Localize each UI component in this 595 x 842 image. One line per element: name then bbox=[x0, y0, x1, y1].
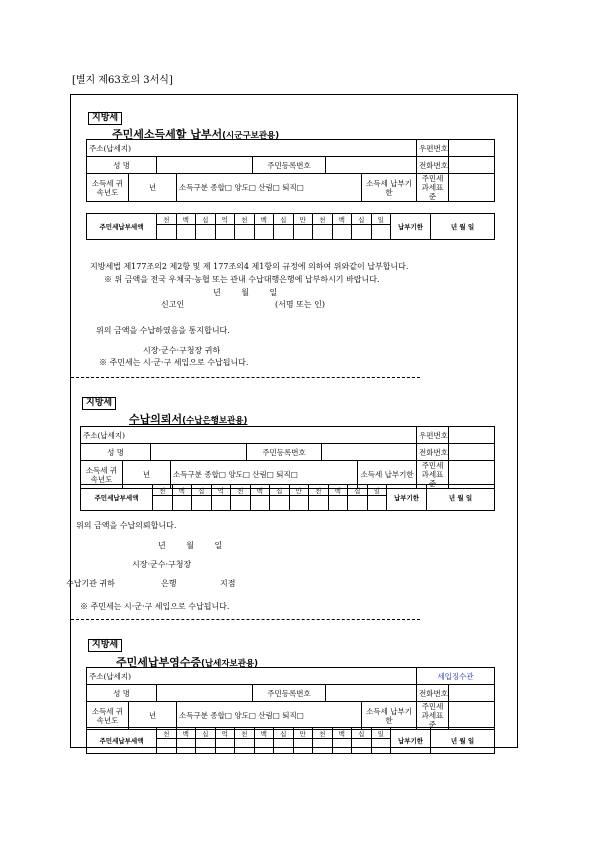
amount-unit: 만 bbox=[293, 728, 313, 739]
amount-digit-cell[interactable] bbox=[328, 496, 348, 511]
name-label: 성 명 bbox=[87, 157, 157, 174]
amount-digit-cell[interactable] bbox=[215, 225, 235, 240]
tax-base-label: 주민세 과세표준 bbox=[417, 702, 449, 730]
amount-unit: 천 bbox=[313, 214, 333, 225]
year-unit: 년 bbox=[123, 461, 171, 489]
amount-digit-cell[interactable] bbox=[289, 496, 309, 511]
amount-unit: 십 bbox=[270, 485, 290, 496]
amount-unit: 천 bbox=[157, 728, 177, 739]
income-year-label: 소득세 귀속년도 bbox=[81, 461, 123, 489]
section2-officials: 시장·군수·구청장 bbox=[132, 560, 192, 569]
amount-unit: 천 bbox=[235, 214, 255, 225]
postal-code-label: 우편번호 bbox=[417, 427, 449, 444]
amount-digit-cell[interactable] bbox=[309, 496, 329, 511]
postal-code-field[interactable] bbox=[449, 140, 495, 157]
local-tax-tag-2: 지방세 bbox=[82, 397, 116, 410]
phone-label: 전화번호 bbox=[417, 157, 449, 174]
amount-unit: 천 bbox=[153, 485, 173, 496]
amount-unit: 억 bbox=[211, 485, 231, 496]
amount-digit-cell[interactable] bbox=[196, 225, 216, 240]
section1-amount-table bbox=[86, 213, 495, 240]
postal-code-field[interactable] bbox=[449, 427, 495, 444]
amount-digit-cell[interactable] bbox=[332, 225, 352, 240]
amount-digit-cell[interactable] bbox=[235, 225, 255, 240]
local-tax-tag-1: 지방세 bbox=[88, 112, 122, 125]
amount-unit: 백 bbox=[172, 485, 192, 496]
amount-digit-cell[interactable] bbox=[313, 225, 333, 240]
due-date-value[interactable]: 년 월 일 bbox=[431, 728, 495, 754]
amount-unit: 십 bbox=[196, 214, 216, 225]
amount-digit-cell[interactable] bbox=[157, 739, 177, 754]
amount-unit: 일 bbox=[371, 214, 391, 225]
section2-info-table bbox=[80, 426, 495, 489]
section3-amount-table bbox=[86, 727, 495, 754]
amount-digit-cell[interactable] bbox=[215, 739, 235, 754]
section1-date-line: 년 월 일 bbox=[213, 288, 278, 297]
name-label: 성 명 bbox=[81, 444, 151, 461]
amount-unit: 천 bbox=[313, 728, 333, 739]
due-date-value[interactable]: 년 월 일 bbox=[427, 485, 495, 511]
tax-base-field[interactable] bbox=[449, 174, 495, 202]
section3-title: 주민세납부영수증(납세자보관용) bbox=[116, 656, 259, 669]
amount-digit-cell[interactable] bbox=[332, 739, 352, 754]
due-date-label: 납부기한 bbox=[391, 728, 431, 754]
due-date-label: 납부기한 bbox=[391, 214, 431, 240]
amount-unit: 백 bbox=[254, 214, 274, 225]
phone-field[interactable] bbox=[449, 444, 495, 461]
amount-digit-cell[interactable] bbox=[176, 225, 196, 240]
section2-title: 수납의뢰서(수납은행보관용) bbox=[129, 413, 248, 426]
tax-amount-label: 주민세납부세액 bbox=[87, 728, 157, 754]
tax-amount-label: 주민세납부세액 bbox=[81, 485, 153, 511]
due-date-label: 납부기한 bbox=[387, 485, 427, 511]
amount-digit-cell[interactable] bbox=[254, 739, 274, 754]
resident-no-label: 주민등록번호 bbox=[253, 157, 326, 174]
income-type-checkboxes[interactable]: 소득구분 종합□ 양도□ 산림□ 퇴직□ bbox=[177, 702, 362, 730]
amount-unit: 일 bbox=[371, 728, 391, 739]
amount-unit: 십 bbox=[352, 214, 372, 225]
section1-title: 주민세소득세할 납부서(시군구보관용) bbox=[112, 128, 280, 141]
address-label: 주소(납세지) bbox=[81, 427, 417, 444]
amount-digit-cell[interactable] bbox=[313, 739, 333, 754]
amount-unit: 십 bbox=[352, 728, 372, 739]
resident-no-field[interactable] bbox=[326, 157, 417, 174]
income-type-checkboxes[interactable]: 소득구분 종합□ 양도□ 산림□ 퇴직□ bbox=[177, 174, 362, 202]
amount-unit: 천 bbox=[309, 485, 329, 496]
amount-digit-cell[interactable] bbox=[293, 739, 313, 754]
amount-unit: 백 bbox=[250, 485, 270, 496]
amount-unit: 백 bbox=[254, 728, 274, 739]
name-label: 성 명 bbox=[87, 685, 157, 702]
amount-digit-cell[interactable] bbox=[352, 739, 372, 754]
phone-label: 전화번호 bbox=[417, 444, 449, 461]
tax-base-field[interactable] bbox=[449, 702, 495, 730]
amount-digit-cell[interactable] bbox=[172, 496, 192, 511]
phone-field[interactable] bbox=[449, 685, 495, 702]
amount-digit-cell[interactable] bbox=[293, 225, 313, 240]
amount-digit-cell[interactable] bbox=[231, 496, 251, 511]
amount-unit: 억 bbox=[215, 214, 235, 225]
address-label: 주소(납세지) bbox=[87, 668, 417, 685]
resident-no-label: 주민등록번호 bbox=[253, 685, 326, 702]
amount-digit-cell[interactable] bbox=[192, 496, 212, 511]
amount-unit: 십 bbox=[348, 485, 368, 496]
tax-base-label: 주민세 과세표준 bbox=[417, 174, 449, 202]
cut-line-1 bbox=[71, 377, 420, 378]
name-field[interactable] bbox=[157, 157, 253, 174]
amount-digit-cell[interactable] bbox=[371, 225, 391, 240]
resident-no-field[interactable] bbox=[326, 685, 417, 702]
amount-unit: 십 bbox=[274, 214, 294, 225]
amount-unit: 십 bbox=[196, 728, 216, 739]
amount-digit-cell[interactable] bbox=[250, 496, 270, 511]
bank-note: ※ 위 금액을 전국 우체국·농협 또는 관내 수납대행은행에 납부하시기 바랍니다. bbox=[104, 275, 380, 284]
section1-info-table bbox=[86, 139, 495, 202]
amount-digit-cell[interactable] bbox=[367, 496, 387, 511]
form-number-header: [별지 제63호의 3서식] bbox=[72, 75, 173, 86]
amount-unit: 만 bbox=[293, 214, 313, 225]
tax-base-label: 주민세 과세표준 bbox=[417, 461, 449, 489]
income-due-label: 소득세 납부기한 bbox=[362, 174, 417, 202]
amount-digit-cell[interactable] bbox=[211, 496, 231, 511]
amount-unit: 백 bbox=[332, 728, 352, 739]
amount-unit: 백 bbox=[328, 485, 348, 496]
section2-revenue-note: ※ 주민세는 시·군·구 세입으로 수납됩니다. bbox=[80, 602, 230, 611]
phone-label: 전화번호 bbox=[417, 685, 449, 702]
amount-digit-cell[interactable] bbox=[235, 739, 255, 754]
amount-unit: 백 bbox=[332, 214, 352, 225]
income-due-label: 소득세 납부기한 bbox=[362, 702, 417, 730]
amount-digit-cell[interactable] bbox=[348, 496, 368, 511]
local-tax-tag-3: 지방세 bbox=[88, 639, 122, 652]
amount-digit-cell[interactable] bbox=[176, 739, 196, 754]
amount-digit-cell[interactable] bbox=[196, 739, 216, 754]
income-year-label: 소득세 귀속년도 bbox=[87, 702, 129, 730]
amount-digit-cell[interactable] bbox=[270, 496, 290, 511]
income-due-label: 소득세 납부기한 bbox=[358, 461, 417, 489]
legal-statement: 지방세법 제177조의2 제2항 및 제 177조의4 제1항의 규정에 의하여 위와같이 납부합니다. bbox=[90, 262, 409, 271]
collection-request: 위의 금액을 수납의뢰합니다. bbox=[76, 521, 177, 530]
amount-unit: 일 bbox=[367, 485, 387, 496]
signature-label: (서명 또는 인) bbox=[275, 300, 325, 309]
cut-line-2 bbox=[71, 619, 420, 620]
amount-digit-cell[interactable] bbox=[352, 225, 372, 240]
collection-agency-label: 수납기관 귀하 bbox=[66, 579, 115, 588]
section1-recipient: 시장·군수·구청장 귀하 bbox=[143, 346, 221, 355]
amount-unit: 만 bbox=[289, 485, 309, 496]
section2-date-line: 년 월 일 bbox=[158, 541, 223, 550]
amount-digit-cell[interactable] bbox=[157, 225, 177, 240]
resident-no-label: 주민등록번호 bbox=[247, 444, 322, 461]
amount-unit: 억 bbox=[215, 728, 235, 739]
amount-unit: 천 bbox=[235, 728, 255, 739]
amount-digit-cell[interactable] bbox=[254, 225, 274, 240]
tax-collector-label: 세입징수관 bbox=[417, 668, 495, 685]
bank-label: 은행 bbox=[161, 579, 177, 588]
resident-no-field[interactable] bbox=[322, 444, 417, 461]
due-date-value[interactable]: 년 월 일 bbox=[431, 214, 495, 240]
reporter-label: 신고인 bbox=[161, 300, 185, 309]
amount-digit-cell[interactable] bbox=[274, 225, 294, 240]
year-unit: 년 bbox=[129, 702, 177, 730]
income-year-label: 소득세 귀속년도 bbox=[87, 174, 129, 202]
tax-amount-label: 주민세납부세액 bbox=[87, 214, 157, 240]
amount-unit: 백 bbox=[176, 214, 196, 225]
amount-unit: 백 bbox=[176, 728, 196, 739]
amount-digit-cell[interactable] bbox=[153, 496, 173, 511]
name-field[interactable] bbox=[157, 685, 253, 702]
amount-unit: 십 bbox=[274, 728, 294, 739]
section3-info-table bbox=[86, 667, 495, 730]
income-type-checkboxes[interactable]: 소득구분 종합□ 양도□ 산림□ 퇴직□ bbox=[171, 461, 358, 489]
amount-unit: 천 bbox=[231, 485, 251, 496]
amount-unit: 천 bbox=[157, 214, 177, 225]
amount-digit-cell[interactable] bbox=[274, 739, 294, 754]
branch-label: 지점 bbox=[220, 579, 236, 588]
address-label: 주소(납세지) bbox=[87, 140, 417, 157]
phone-field[interactable] bbox=[449, 157, 495, 174]
name-field[interactable] bbox=[151, 444, 247, 461]
year-unit: 년 bbox=[129, 174, 177, 202]
section2-amount-table bbox=[80, 484, 495, 511]
section1-revenue-note: ※ 주민세는 시·군·구 세입으로 수납됩니다. bbox=[99, 358, 249, 367]
receipt-notice: 위의 금액을 수납하였음을 통지합니다. bbox=[96, 326, 230, 335]
postal-code-label: 우편번호 bbox=[417, 140, 449, 157]
amount-digit-cell[interactable] bbox=[371, 739, 391, 754]
amount-unit: 십 bbox=[192, 485, 212, 496]
